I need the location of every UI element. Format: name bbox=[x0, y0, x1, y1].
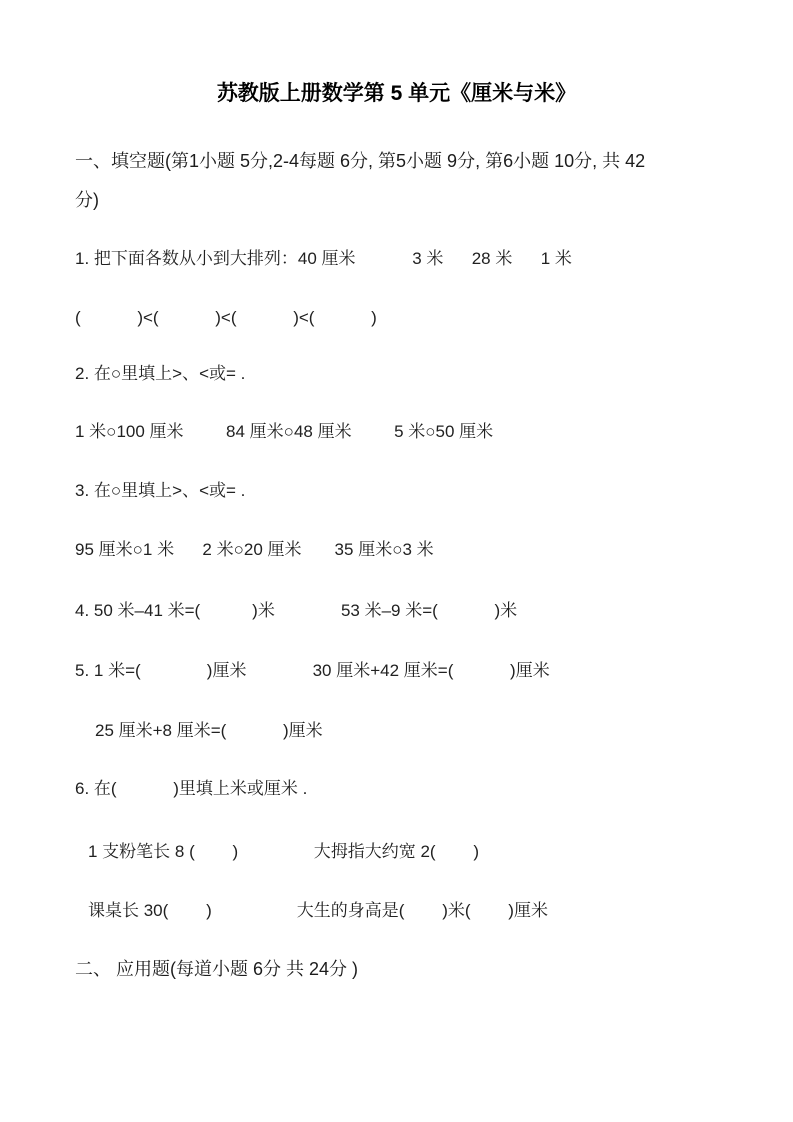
section1-heading-line1: 一、填空题(第1小题 5分,2-4每题 6分, 第5小题 9分, 第6小题 10分, 共 42 bbox=[75, 151, 646, 171]
question-6-item-row1: 1 支粉笔长 8 ( ) 大拇指大约宽 2( ) bbox=[88, 842, 480, 861]
question-2-items: 1 米○100 厘米 84 厘米○48 厘米 5 米○50 厘米 bbox=[75, 422, 494, 441]
question-6-item-row2: 课桌长 30( ) 大生的身高是( )米( )厘米 bbox=[88, 901, 548, 920]
section1-heading-line2: 分) bbox=[75, 190, 99, 210]
doc-title: 苏教版上册数学第 5 单元《厘米与米》 bbox=[216, 82, 577, 105]
question-3: 3. 在○里填上>、<或= . bbox=[75, 481, 246, 500]
question-5-continued: 25 厘米+8 厘米=( )厘米 bbox=[95, 721, 323, 740]
question-1: 1. 把下面各数从小到大排列：40 厘米 3 米 28 米 1 米 bbox=[75, 249, 572, 268]
question-5: 5. 1 米=( )厘米 30 厘米+42 厘米=( )厘米 bbox=[75, 661, 550, 680]
question-1-blanks: ( )<( )<( )<( ) bbox=[75, 308, 377, 327]
section2-heading: 二、 应用题(每道小题 6分 共 24分 ) bbox=[75, 959, 359, 979]
question-6: 6. 在( )里填上米或厘米 . bbox=[75, 779, 308, 798]
question-2: 2. 在○里填上>、<或= . bbox=[75, 364, 246, 383]
question-4: 4. 50 米–41 米=( )米 53 米–9 米=( )米 bbox=[75, 601, 518, 620]
question-3-items: 95 厘米○1 米 2 米○20 厘米 35 厘米○3 米 bbox=[75, 540, 434, 559]
